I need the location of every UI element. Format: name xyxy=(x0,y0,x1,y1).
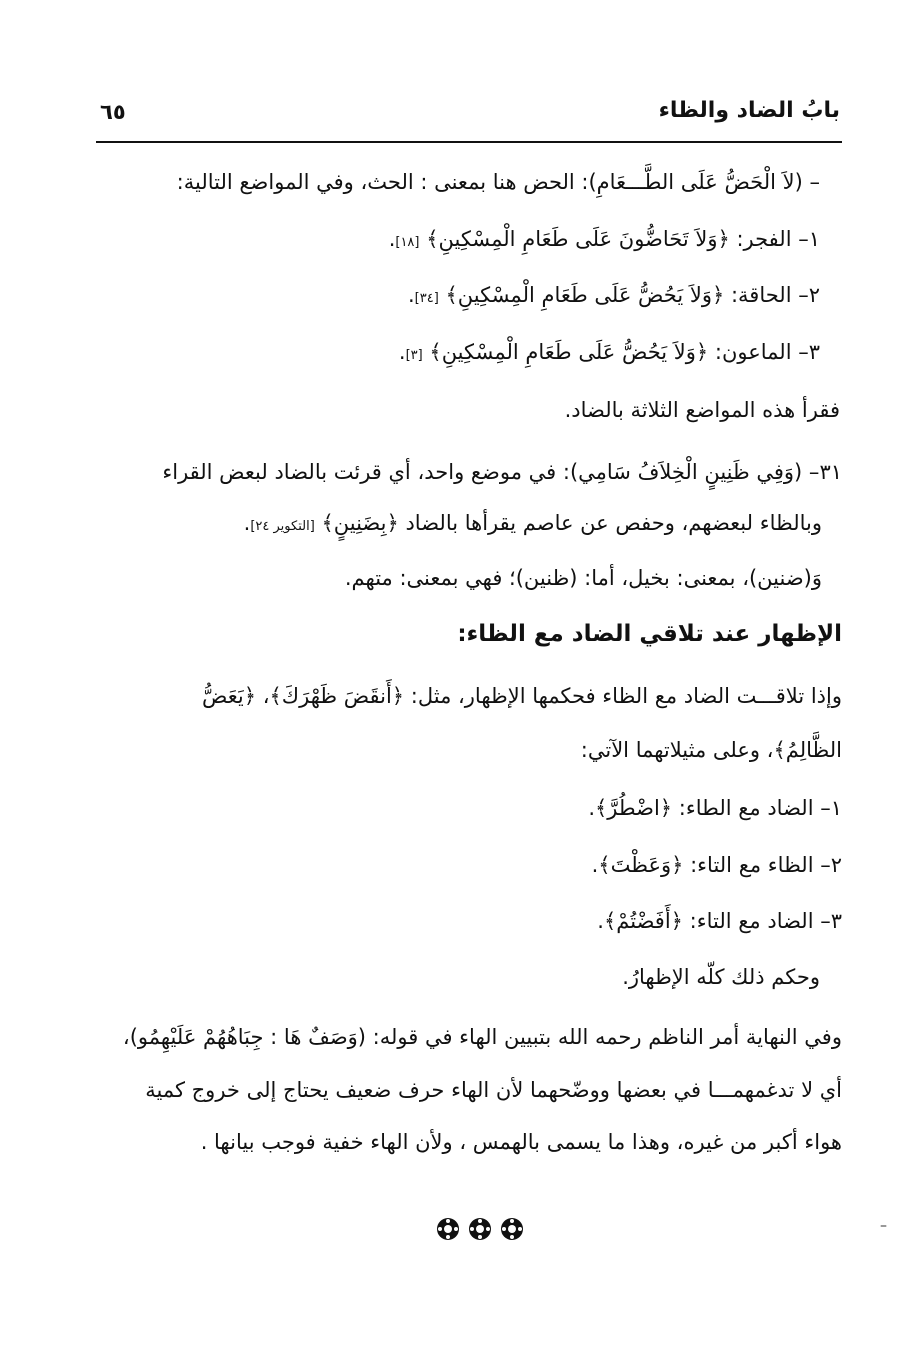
meaning-line: وَ(ضنين)، بمعنى: بخيل، أما: (ظنين)؛ فهي بمعنى: متهم. xyxy=(344,566,822,590)
verse-reference: [١٨] xyxy=(395,235,420,250)
list-item xyxy=(399,337,820,371)
quran-verse: ﴿وَلاَ تَحَاضُّونَ عَلَى طَعَامِ الْمِسْكِينِ﴾ xyxy=(426,227,730,251)
item-prefix: ٣– الماعون: xyxy=(708,340,820,364)
hadd-intro-line: – (لاَ الْحَضُّ عَلَى الطَّـــعَامِ): الحض هنا بمعنى : الحث، وفي المواضع التالية: xyxy=(176,170,820,194)
reading-text: وبالظاء لبعضهم، وحفص عن عاصم يقرأها بالضاد xyxy=(398,511,822,535)
page-number: ٦٥ xyxy=(100,100,126,124)
list-item: ٣– الضاد مع التاء: ﴿أَفَضْتُمْ﴾. xyxy=(597,909,842,933)
verse-31-reading-line xyxy=(244,508,822,542)
closing-paragraph-line: أي لا تدغمهمـــا في بعضها ووضّحهما لأن الهاء حرف ضعيف يحتاج إلى خروج كمية xyxy=(145,1078,842,1102)
hadd-conclusion: فقرأ هذه المواضع الثلاثة بالضاد. xyxy=(564,398,840,422)
izhar-ruling: وحكم ذلك كلّه الإظهارُ. xyxy=(622,965,820,989)
verse-31-line: ٣١– (وَفِي ظَنِينٍ الْخِلاَفُ سَامِي): في موضع واحد، أي قرئت بالضاد لبعض القراء xyxy=(162,460,842,484)
item-prefix: ٢– الحاقة: xyxy=(724,283,820,307)
header-divider xyxy=(96,141,842,143)
quran-verse: ﴿بِضَنِينٍ﴾ xyxy=(321,511,399,535)
list-item xyxy=(389,224,820,258)
list-item: ٢– الظاء مع التاء: ﴿وَعَظْتَ﴾. xyxy=(591,853,842,877)
closing-paragraph-line: وفي النهاية أمر الناظم رحمه الله بتبيين الهاء في قوله: (وَصَفٌ هَا : جِبَاهُهُمْ عَلَيْهِمُو)، xyxy=(122,1025,842,1049)
section-heading: الإظهار عند تلاقي الضاد مع الظاء: xyxy=(457,621,842,647)
item-end: . xyxy=(388,227,396,251)
verse-reference: [٣] xyxy=(405,348,423,363)
izhar-paragraph-line: وإذا تلاقـــت الضاد مع الظاء فحكمها الإظهار، مثل: ﴿أَنقَضَ ظَهْرَكَ﴾، ﴿يَعَضُّ xyxy=(202,684,842,708)
line-end: . xyxy=(243,511,251,535)
quran-verse: ﴿وَلاَ يَحُضُّ عَلَى طَعَامِ الْمِسْكِينِ﴾ xyxy=(429,340,709,364)
margin-dash-mark: – xyxy=(880,1218,887,1234)
izhar-paragraph-line: الظَّالِمُ﴾، وعلى مثيلاتهما الآتي: xyxy=(580,738,842,762)
quran-verse: ﴿وَلاَ يَحُضُّ عَلَى طَعَامِ الْمِسْكِينِ﴾ xyxy=(445,283,725,307)
chapter-title: بابُ الضاد والظاء xyxy=(658,98,840,123)
item-end: . xyxy=(407,283,415,307)
item-end: . xyxy=(398,340,406,364)
list-item xyxy=(408,280,820,314)
item-prefix: ١– الفجر: xyxy=(729,227,820,251)
flower-ornament-icon xyxy=(432,1215,528,1243)
list-item: ١– الضاد مع الطاء: ﴿اضْطُرَّ﴾. xyxy=(588,796,842,820)
closing-paragraph-line: هواء أكبر من غيره، وهذا ما يسمى بالهمس ، ولأن الهاء خفية فوجب بيانها . xyxy=(200,1130,842,1154)
verse-reference: [٣٤] xyxy=(414,291,439,306)
verse-reference: [التكوير ٢٤] xyxy=(250,519,315,534)
